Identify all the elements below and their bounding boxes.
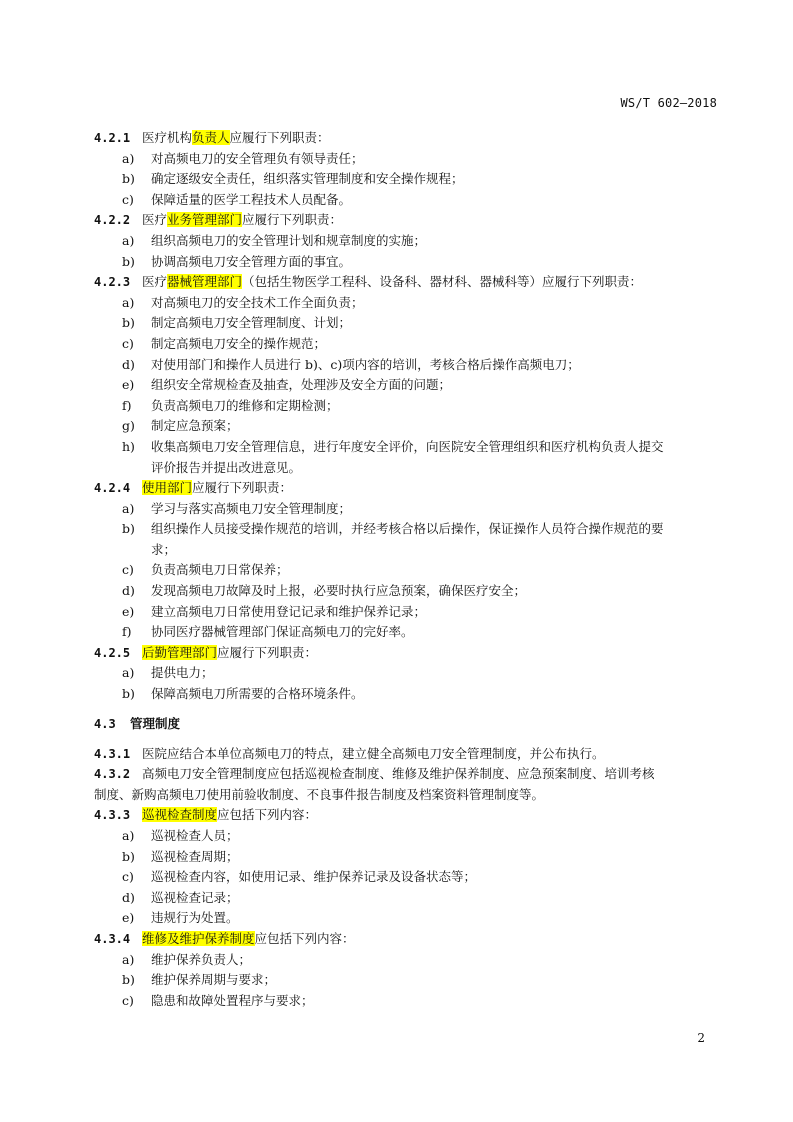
clause-4-2-2 bbox=[94, 210, 718, 231]
clause-text-post: 应包括下列内容： bbox=[217, 807, 318, 823]
list-marker: a) bbox=[122, 665, 135, 681]
list-marker: d) bbox=[122, 356, 135, 372]
list-item bbox=[94, 519, 718, 540]
clause-text: 高频电刀安全管理制度应包括巡视检查制度、维修及维护保养制度、应急预案制度、培训考核 bbox=[142, 766, 655, 782]
clause-number: 4.2.4 bbox=[94, 481, 131, 496]
clause-4-3-3 bbox=[94, 805, 718, 826]
list-marker: c) bbox=[122, 191, 134, 207]
list-marker: c) bbox=[122, 562, 134, 578]
list-marker: d) bbox=[122, 889, 135, 905]
clause-number: 4.3.2 bbox=[94, 767, 131, 782]
list-item-text: 提供电力； bbox=[151, 665, 214, 681]
list-item bbox=[94, 355, 718, 376]
list-marker: a) bbox=[122, 828, 135, 843]
list-item bbox=[94, 908, 718, 929]
highlighted-term: 巡视检查制度 bbox=[142, 807, 218, 823]
list-marker: e) bbox=[122, 377, 135, 393]
list-item bbox=[94, 149, 718, 170]
list-item-text: 负责高频电刀日常保养； bbox=[151, 562, 289, 578]
clause-text-post: 应包括下列内容： bbox=[254, 930, 355, 946]
list-marker: a) bbox=[122, 232, 135, 248]
list-item-text: 制定应急预案； bbox=[151, 418, 239, 434]
clause-4-2-3 bbox=[94, 272, 718, 293]
list-item-text: 保障高频电刀所需要的合格环境条件。 bbox=[151, 686, 364, 702]
list-item bbox=[94, 231, 718, 252]
list-item-text: 对高频电刀的安全管理负有领导责任； bbox=[151, 150, 364, 166]
highlighted-term: 器械管理部门 bbox=[167, 274, 243, 290]
list-item bbox=[94, 991, 718, 1012]
clause-text-post: 应履行下列职责： bbox=[242, 212, 343, 228]
list-item bbox=[94, 313, 718, 334]
list-marker: b) bbox=[122, 848, 135, 864]
clause-4-2-1 bbox=[94, 128, 718, 149]
list-marker: e) bbox=[122, 910, 135, 926]
list-item bbox=[94, 293, 718, 314]
section-heading bbox=[94, 713, 718, 735]
highlighted-term: 业务管理部门 bbox=[167, 212, 243, 228]
list-item-text: 发现高频电刀故障及时上报，必要时执行应急预案，确保医疗安全； bbox=[151, 583, 527, 599]
list-item bbox=[94, 867, 718, 888]
list-item-text: 组织高频电刀的安全管理计划和规章制度的实施； bbox=[151, 232, 427, 248]
list-item-text: 维护保养负责人； bbox=[151, 951, 252, 967]
clause-4-2-4 bbox=[94, 478, 718, 499]
clause-text-post: 应履行下列职责： bbox=[192, 480, 293, 496]
section-number: 4.3 bbox=[94, 716, 116, 731]
list-item bbox=[94, 190, 718, 211]
list-marker: b) bbox=[122, 521, 135, 537]
clause-text-pre: 医疗机构 bbox=[142, 130, 193, 145]
list-marker: g) bbox=[122, 418, 135, 434]
list-item bbox=[94, 252, 718, 273]
list-item bbox=[94, 622, 718, 643]
list-item-text: 负责高频电刀的维修和定期检测； bbox=[151, 397, 339, 413]
list-marker: h) bbox=[122, 438, 135, 454]
clause-text-pre: 医疗 bbox=[142, 274, 168, 290]
list-item-text: 学习与落实高频电刀安全管理制度； bbox=[151, 500, 352, 516]
list-marker: a) bbox=[122, 294, 135, 310]
list-item bbox=[94, 663, 718, 684]
section-title: 管理制度 bbox=[130, 715, 181, 731]
list-item-text: 组织安全常规检查及抽查，处理涉及安全方面的问题； bbox=[151, 377, 452, 393]
list-item bbox=[94, 602, 718, 623]
clause-4-3-1 bbox=[94, 744, 718, 765]
clause-number: 4.3.4 bbox=[94, 931, 131, 946]
list-item-continuation: 求； bbox=[151, 541, 177, 557]
document-body bbox=[94, 128, 718, 1011]
clause-4-3-4 bbox=[94, 929, 718, 950]
list-item bbox=[94, 416, 718, 437]
list-item-continuation: 评价报告并提出改进意见。 bbox=[151, 459, 302, 475]
clause-text-post: 应履行下列职责： bbox=[217, 644, 318, 660]
list-item bbox=[94, 888, 718, 909]
list-item bbox=[94, 847, 718, 868]
highlighted-term: 维修及维护保养制度 bbox=[142, 930, 255, 946]
list-item-text: 巡视检查周期； bbox=[151, 848, 239, 864]
list-item bbox=[94, 826, 718, 847]
list-item bbox=[94, 581, 718, 602]
list-item-text: 收集高频电刀安全管理信息，进行年度安全评价，向医院安全管理组织和医疗机构负责人提交 bbox=[151, 438, 664, 454]
list-item-text: 巡视检查人员； bbox=[151, 828, 239, 843]
list-marker: c) bbox=[122, 992, 134, 1008]
list-marker: a) bbox=[122, 150, 135, 166]
clause-4-2-5 bbox=[94, 643, 718, 664]
list-marker: f) bbox=[122, 624, 132, 640]
highlighted-term: 后勤管理部门 bbox=[142, 644, 218, 660]
list-item-text: 对使用部门和操作人员进行 b)、c)项内容的培训，考核合格后操作高频电刀； bbox=[151, 356, 580, 372]
clause-text-pre: 医疗 bbox=[142, 212, 168, 228]
list-item-text: 组织操作人员接受操作规范的培训，并经考核合格以后操作，保证操作人员符合操作规范的要 bbox=[151, 521, 664, 537]
list-marker: c) bbox=[122, 335, 134, 351]
clause-text: 医院应结合本单位高频电刀的特点，建立健全高频电刀安全管理制度，并公布执行。 bbox=[142, 745, 605, 761]
list-marker: e) bbox=[122, 603, 135, 619]
list-item bbox=[94, 375, 718, 396]
list-item-text: 制定高频电刀安全管理制度、计划； bbox=[151, 315, 352, 331]
list-marker: a) bbox=[122, 500, 135, 516]
list-marker: f) bbox=[122, 397, 132, 413]
list-item bbox=[94, 970, 718, 991]
list-marker: d) bbox=[122, 583, 135, 599]
list-item-text: 巡视检查内容，如使用记录、维护保养记录及设备状态等； bbox=[151, 869, 477, 885]
list-marker: c) bbox=[122, 869, 134, 885]
list-item-text: 制定高频电刀安全的操作规范； bbox=[151, 335, 327, 351]
list-item-text: 维护保养周期与要求； bbox=[151, 972, 277, 988]
list-item-text: 确定逐级安全责任，组织落实管理制度和安全操作规程； bbox=[151, 171, 464, 187]
clause-number: 4.3.1 bbox=[94, 746, 131, 761]
list-item-text: 建立高频电刀日常使用登记记录和维护保养记录； bbox=[151, 603, 427, 619]
document-id: WS/T 602—2018 bbox=[620, 96, 717, 110]
highlighted-term: 使用部门 bbox=[142, 480, 193, 496]
highlighted-term: 负责人 bbox=[192, 130, 230, 145]
list-item bbox=[94, 396, 718, 417]
list-marker: b) bbox=[122, 253, 135, 269]
list-item bbox=[94, 334, 718, 355]
list-item bbox=[94, 950, 718, 971]
list-item-text: 协同医疗器械管理部门保证高频电刀的完好率。 bbox=[151, 624, 414, 640]
list-marker: b) bbox=[122, 315, 135, 331]
list-marker: b) bbox=[122, 686, 135, 702]
list-item-text: 隐患和故障处置程序与要求； bbox=[151, 992, 314, 1008]
list-marker: b) bbox=[122, 171, 135, 187]
list-item-text: 对高频电刀的安全技术工作全面负责； bbox=[151, 294, 364, 310]
list-item-text: 保障适量的医学工程技术人员配备。 bbox=[151, 191, 352, 207]
list-marker: b) bbox=[122, 972, 135, 988]
page-number: 2 bbox=[697, 1031, 705, 1045]
list-marker: a) bbox=[122, 951, 135, 967]
list-item-text: 巡视检查记录； bbox=[151, 889, 239, 905]
list-item bbox=[94, 437, 718, 458]
clause-number: 4.2.1 bbox=[94, 131, 131, 145]
clause-4-3-2 bbox=[94, 764, 718, 785]
list-item bbox=[94, 560, 718, 581]
clause-number: 4.2.3 bbox=[94, 275, 131, 290]
list-item bbox=[94, 169, 718, 190]
list-item bbox=[94, 684, 718, 705]
clause-number: 4.2.2 bbox=[94, 213, 131, 228]
list-item-text: 违规行为处置。 bbox=[151, 910, 239, 926]
clause-text-post: （包括生物医学工程科、设备科、器材科、器械科等）应履行下列职责： bbox=[242, 274, 643, 290]
list-item-text: 协调高频电刀安全管理方面的事宜。 bbox=[151, 253, 352, 269]
clause-text-post: 应履行下列职责： bbox=[229, 130, 330, 145]
clause-continuation: 制度、新购高频电刀使用前验收制度、不良事件报告制度及档案资料管理制度等。 bbox=[94, 786, 545, 802]
clause-number: 4.2.5 bbox=[94, 645, 131, 660]
clause-number: 4.3.3 bbox=[94, 808, 131, 823]
list-item bbox=[94, 499, 718, 520]
